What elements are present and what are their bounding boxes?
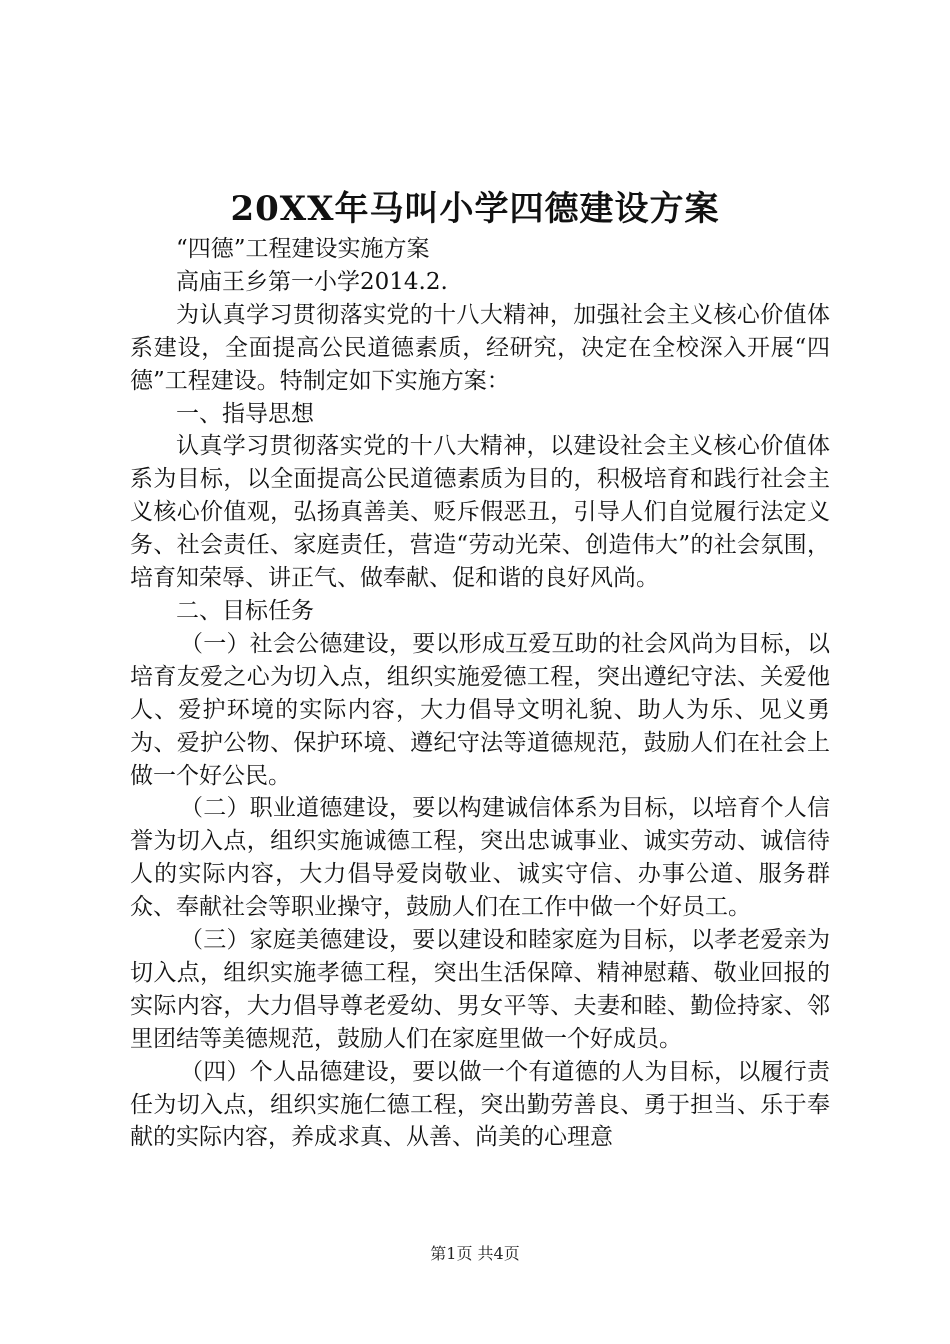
section-heading-guiding-ideology: 一、指导思想 (176, 400, 314, 427)
task-paragraph-family-virtues: （三）家庭美德建设，要以建设和睦家庭为目标，以孝老爱亲为切入点，组织实施孝德工程，突出生活保障、精神慰藉、敬业回报的实际内容，大力倡导尊老爱幼、男女平等、夫妻和睦、勤俭持家、邻里团结等美德规范，鼓励人们在家庭里做一个好成员。 (130, 927, 830, 1052)
issuer-and-date: 高庙王乡第一小学2014.2. (176, 268, 448, 295)
task-paragraph-professional-ethics: （二）职业道德建设，要以构建诚信体系为目标，以培育个人信誉为切入点，组织实施诚德工程，突出忠诚事业、诚实劳动、诚信待人的实际内容，大力倡导爱岗敬业、诚实守信、办事公道、服务群众、奉献社会等职业操守，鼓励人们在工作中做一个好员工。 (130, 795, 830, 921)
intro-paragraph: 为认真学习贯彻落实党的十八大精神，加强社会主义核心价值体系建设，全面提高公民道德素质，经研究，决定在全校深入开展“四德”工程建设。特制定如下实施方案： (130, 301, 830, 394)
task-paragraph-social-morality: （一）社会公德建设，要以形成互爱互助的社会风尚为目标，以培育友爱之心为切入点，组织实施爱德工程，突出遵纪守法、关爱他人、爱护环境的实际内容，大力倡导文明礼貌、助人为乐、见义勇为、爱护公物、保护环境、遵纪守法等道德规范，鼓励人们在社会上做一个好公民。 (130, 630, 830, 789)
plan-subtitle: “四德”工程建设实施方案 (176, 236, 430, 262)
section-heading-goals-tasks: 二、目标任务 (176, 597, 314, 624)
page-number-footer: 第1页 共4页 (430, 1244, 520, 1263)
task-paragraph-personal-character: （四）个人品德建设，要以做一个有道德的人为目标，以履行责任为切入点，组织实施仁德工程，突出勤劳善良、勇于担当、乐于奉献的实际内容，养成求真、从善、尚美的心理意 (130, 1058, 830, 1151)
document-body (130, 233, 830, 1154)
document-title: 20XX年马叫小学四德建设方案 (230, 189, 720, 229)
guiding-ideology-paragraph: 认真学习贯彻落实党的十八大精神，以建设社会主义核心价值体系为目标，以全面提高公民道德素质为目的，积极培育和践行社会主义核心价值观，弘扬真善美、贬斥假恶丑，引导人们自觉履行法定义务、社会责任、家庭责任，营造“劳动光荣、创造伟大”的社会氛围，培育知荣辱、讲正气、做奉献、促和谐的良好风尚。 (130, 433, 830, 592)
